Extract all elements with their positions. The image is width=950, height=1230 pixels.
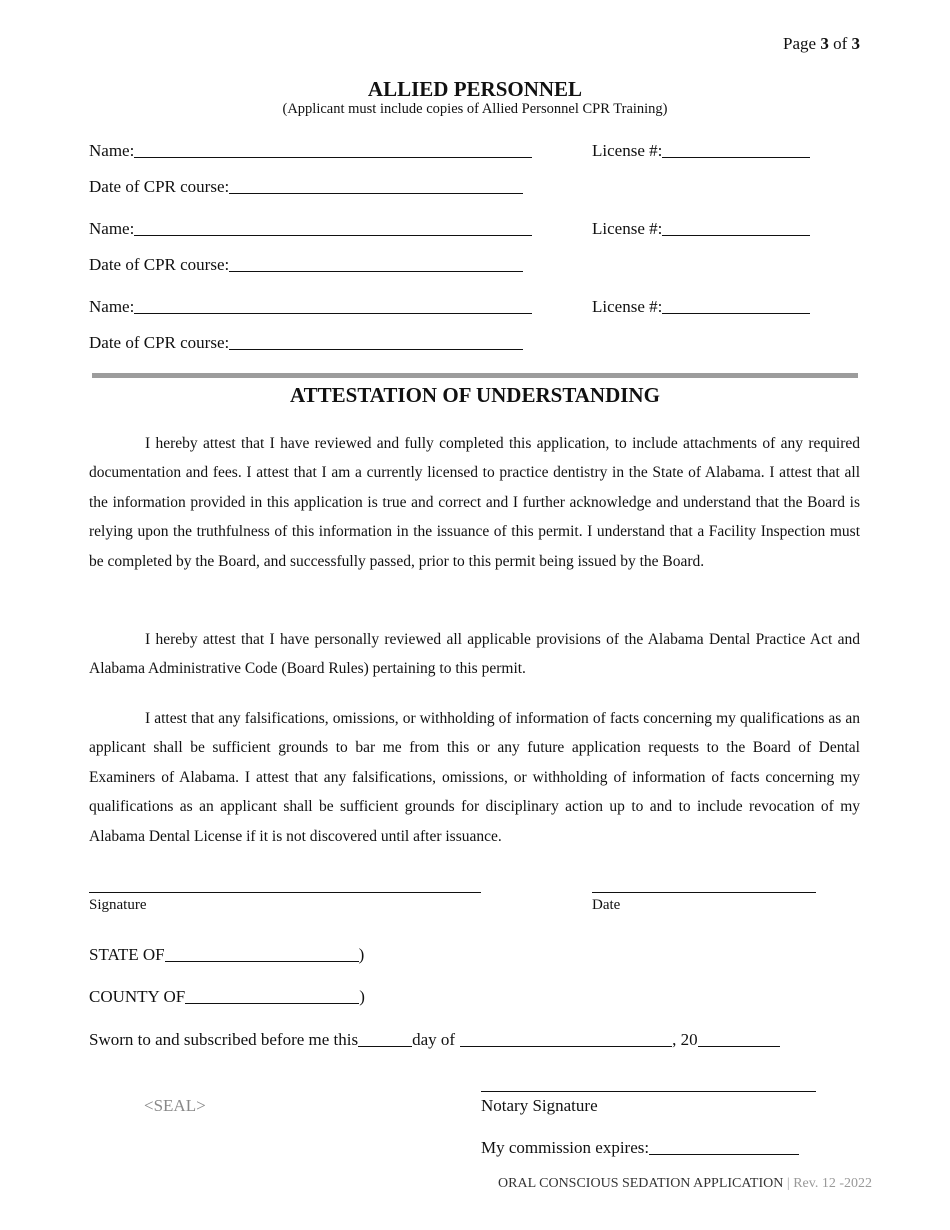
cpr-date-label: Date of CPR course: xyxy=(89,333,230,352)
state-of-row xyxy=(89,945,364,965)
name-label: Name: xyxy=(89,141,135,160)
footer-revision: Rev. 12 -2022 xyxy=(793,1176,872,1191)
entry-2-cpr-row xyxy=(89,255,523,275)
footer xyxy=(498,1176,872,1192)
allied-personnel-title: ALLIED PERSONNEL xyxy=(367,77,583,101)
license-label: License #: xyxy=(592,297,663,316)
license-label: License #: xyxy=(592,141,663,160)
page-label: Page xyxy=(783,34,817,53)
allied-personnel-subtitle: (Applicant must include copies of Allied Personnel CPR Training) xyxy=(282,101,668,117)
county-of-label: COUNTY OF xyxy=(89,987,186,1006)
section-divider xyxy=(92,373,858,378)
page-of: of xyxy=(833,34,848,53)
page-number xyxy=(783,34,860,54)
cpr-date-field[interactable] xyxy=(229,193,523,194)
state-field[interactable] xyxy=(165,961,359,962)
name-field[interactable] xyxy=(134,157,532,158)
cpr-date-field[interactable] xyxy=(229,271,523,272)
entry-1-license-row xyxy=(592,141,810,161)
commission-label: My commission expires: xyxy=(481,1138,650,1157)
attestation-title: ATTESTATION OF UNDERSTANDING xyxy=(290,383,660,407)
state-of-label: STATE OF xyxy=(89,945,165,964)
name-field[interactable] xyxy=(134,235,532,236)
sworn-label: Sworn to and subscribed before me this xyxy=(89,1030,359,1049)
cpr-date-field[interactable] xyxy=(229,349,523,350)
entry-2-name-row xyxy=(89,219,532,239)
entry-3-license-row xyxy=(592,297,810,317)
entry-1-cpr-row xyxy=(89,177,523,197)
commission-field[interactable] xyxy=(649,1154,799,1155)
notary-signature-label: Notary Signature xyxy=(481,1096,598,1115)
attestation-paragraph-3: I attest that any falsifications, omissions, or withholding of information of facts concerning my qualifications as an applicant shall be sufficient grounds to bar me from this or any future application requests to the Board of Dental Examiners of Alabama. I attest that any falsifications, omissions, or withholding of information of facts concerning my qualifications as an applicant shall be sufficient grounds for disciplinary action up to and to include revocation of my Alabama Dental License if it is not discovered until after issuance. xyxy=(89,710,860,845)
county-of-row xyxy=(89,987,365,1007)
license-field[interactable] xyxy=(662,235,810,236)
county-paren: ) xyxy=(359,987,365,1006)
footer-form-name: ORAL CONSCIOUS SEDATION APPLICATION xyxy=(498,1176,784,1191)
license-field[interactable] xyxy=(662,313,810,314)
county-field[interactable] xyxy=(185,1003,359,1004)
year-prefix: , 20 xyxy=(672,1030,698,1049)
notary-signature-line[interactable] xyxy=(481,1091,816,1092)
cpr-date-label: Date of CPR course: xyxy=(89,177,230,196)
sworn-row xyxy=(89,1030,780,1050)
state-paren: ) xyxy=(358,945,365,964)
page-current: 3 xyxy=(820,34,829,53)
commission-row xyxy=(481,1138,799,1158)
year-field[interactable] xyxy=(698,1046,780,1047)
entry-2-license-row xyxy=(592,219,810,239)
name-label: Name: xyxy=(89,219,135,238)
entry-3-name-row xyxy=(89,297,532,317)
attestation-paragraph-2: I hereby attest that I have personally reviewed all applicable provisions of the Alabama Dental Practice Act and Alabama Administrative Code (Board Rules) pertaining to this permit. xyxy=(89,631,860,678)
date-label: Date xyxy=(592,897,621,913)
attestation-paragraph-1: I hereby attest that I have reviewed and fully completed this application, to include attachments of any required documentation and fees. I attest that I am a currently licensed to practice dentistry in the State of Alabama. I attest that all the information provided in this application is true and correct and I further acknowledge and understand that the Board is relying upon the truthfulness of this information in the issuance of this permit. I understand that a Facility Inspection must be completed by the Board, and successfully passed, prior to this permit being issued by the Board. xyxy=(89,435,860,570)
name-label: Name: xyxy=(89,297,135,316)
page-total: 3 xyxy=(851,34,860,53)
entry-1-name-row xyxy=(89,141,532,161)
footer-separator: | xyxy=(786,1176,790,1191)
date-line[interactable] xyxy=(592,892,816,893)
day-field[interactable] xyxy=(358,1046,412,1047)
name-field[interactable] xyxy=(134,313,532,314)
entry-3-cpr-row xyxy=(89,333,523,353)
day-of-label: day of xyxy=(412,1030,456,1049)
signature-label: Signature xyxy=(89,897,147,913)
seal-placeholder: <SEAL> xyxy=(144,1096,206,1115)
license-field[interactable] xyxy=(662,157,810,158)
cpr-date-label: Date of CPR course: xyxy=(89,255,230,274)
signature-line[interactable] xyxy=(89,892,481,893)
month-field[interactable] xyxy=(460,1046,672,1047)
license-label: License #: xyxy=(592,219,663,238)
